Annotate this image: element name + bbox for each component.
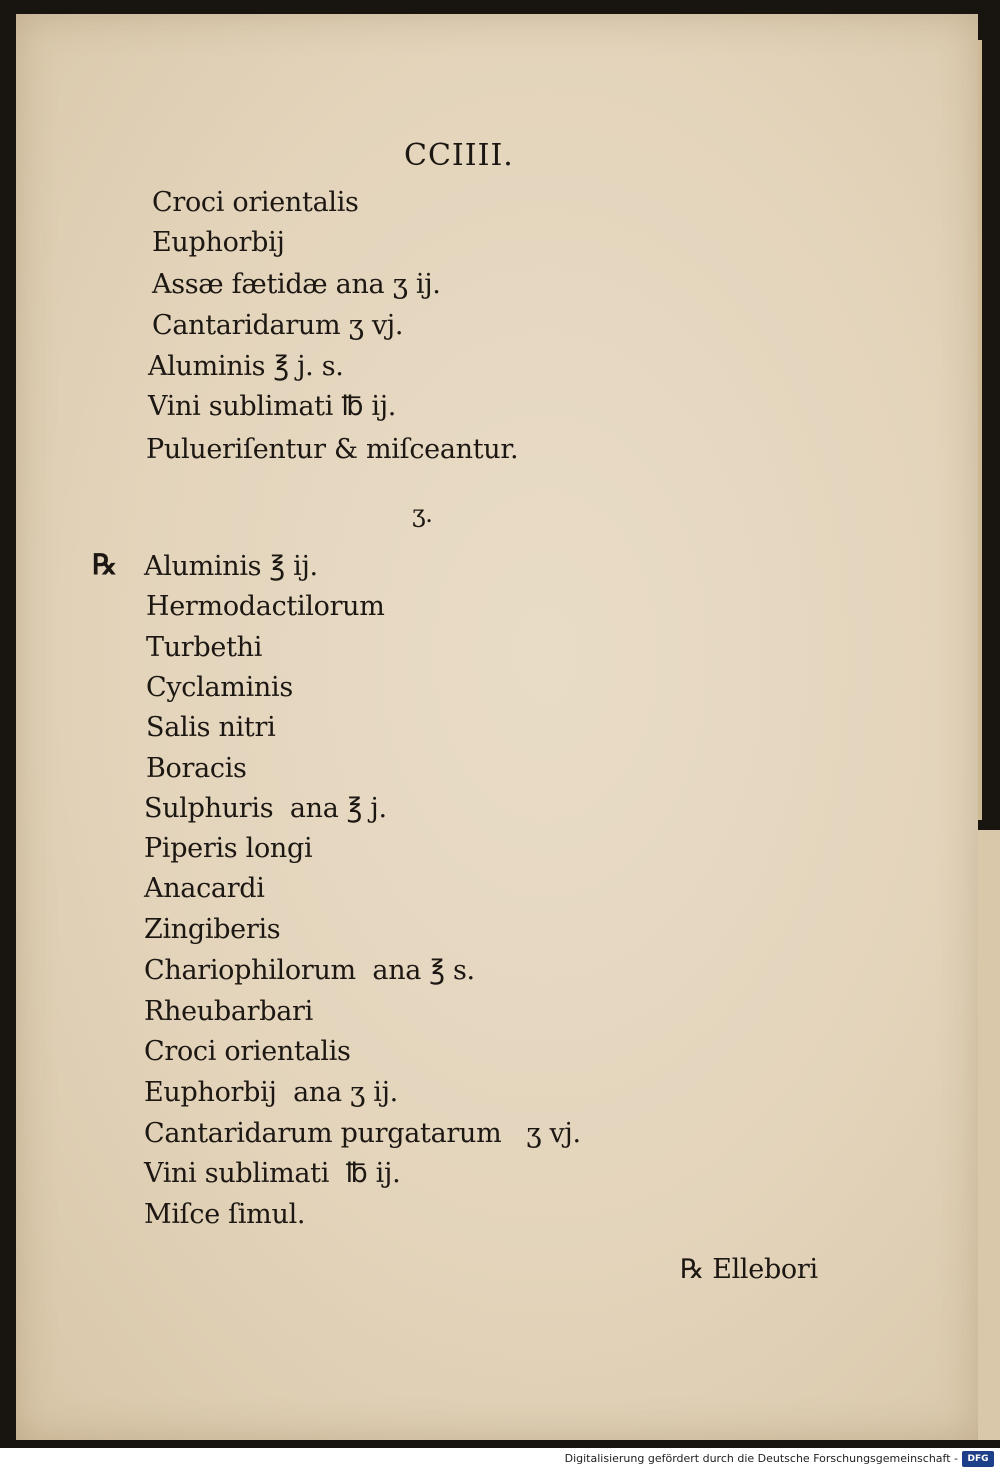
recipe-line: Salis nitri [146, 712, 276, 743]
next-page-stub [978, 830, 1000, 1440]
section-mark: ʒ. [412, 500, 433, 528]
recipe-line: Vini sublimati ℔ ij. [148, 391, 397, 422]
recipe-symbol: ℞ [92, 548, 117, 581]
recipe-line: Croci orientalis [152, 187, 359, 218]
folio-number: CCIIII. [404, 138, 514, 173]
recipe-line: Turbethi [146, 632, 263, 663]
dfg-logo: DFG [962, 1451, 994, 1467]
recipe-line: Aluminis ℥ j. s. [148, 351, 344, 382]
recipe-line: Piperis longi [144, 833, 313, 864]
catchword: ℞ Ellebori [680, 1254, 818, 1285]
recipe-line: Sulphuris ana ℥ j. [144, 793, 387, 824]
recipe-line: Assæ fætidæ ana ʒ ij. [152, 269, 441, 300]
footer-credit: Digitalisierung gefördert durch die Deutsche Forschungsgemeinschaft - [564, 1452, 958, 1465]
recipe-line: Cyclaminis [146, 672, 293, 703]
recipe-line: Vini sublimati ℔ ij. [144, 1158, 401, 1189]
recipe-line: Rheubarbari [144, 996, 313, 1027]
recipe-line: Boracis [146, 753, 247, 784]
digitization-footer [0, 1448, 1000, 1472]
recipe-line: Cantaridarum purgatarum ʒ vj. [144, 1118, 581, 1149]
recipe-line: Cantaridarum ʒ vj. [152, 310, 404, 341]
recipe-line: Euphorbij [152, 227, 285, 258]
recipe-line: Aluminis ℥ ij. [144, 551, 318, 582]
recipe-line: Croci orientalis [144, 1036, 351, 1067]
recipe-line: Hermodactilorum [146, 591, 385, 622]
recipe-line: Anacardi [144, 873, 265, 904]
recipe-line: Pulueriſentur & miſceantur. [146, 434, 519, 465]
recipe-line: Chariophilorum ana ℥ s. [144, 955, 475, 986]
recipe-line: Euphorbij ana ʒ ij. [144, 1077, 398, 1108]
recipe-line: Zingiberis [144, 914, 281, 945]
recipe-line: Miſce ſimul. [144, 1199, 306, 1230]
